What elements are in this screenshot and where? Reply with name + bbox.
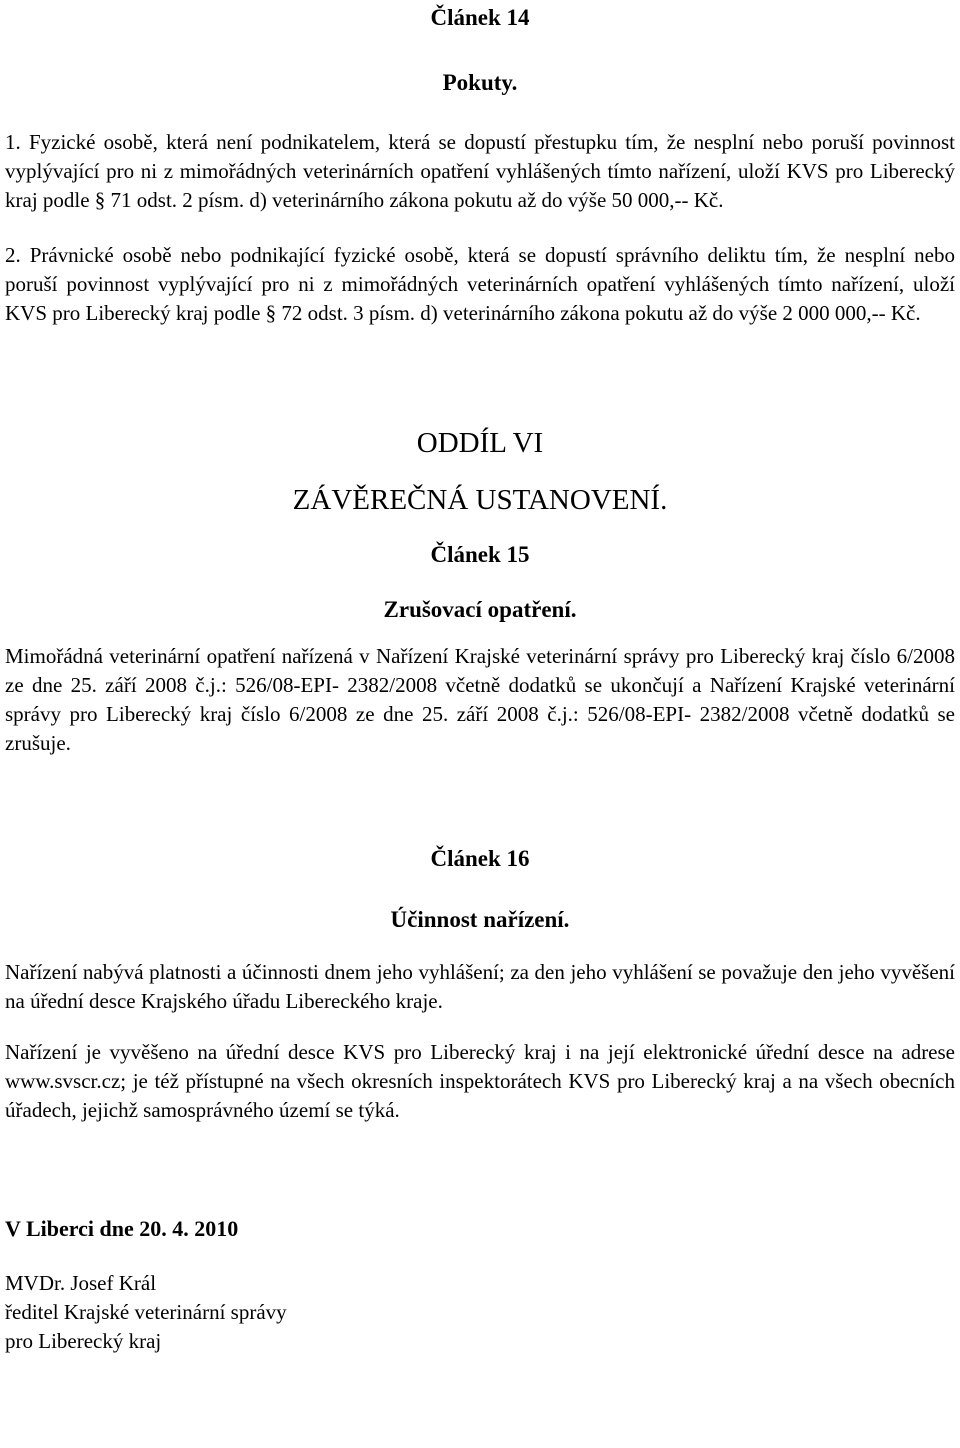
document-page xyxy=(0,4,960,1448)
article-15-title: Článek 15 xyxy=(430,542,530,567)
article-14-paragraph-2: 2. Právnické osobě nebo podnikající fyzické osobě, která se dopustí správního deliktu tím, že nesplní nebo poruší povinnost vyplývající pro ni z mimořádných veterinárních opatření vyhlášených tímto nařízení, uloží KVS pro Liberecký kraj podle § 72 odst. 3 písm. d) veterinárního zákona pokutu až do výše 2 000 000,-- Kč. xyxy=(5,243,955,325)
signatory-name: MVDr. Josef Král xyxy=(5,1271,157,1295)
article-14-subtitle: Pokuty. xyxy=(442,70,518,95)
article-15-paragraph: Mimořádná veterinární opatření nařízená v Nařízení Krajské veterinární správy pro Liberecký kraj číslo 6/2008 ze dne 25. září 2008 č.j.: 526/08-EPI- 2382/2008 včetně dodatků se ukončují a Nařízení Krajské veterinární správy pro Liberecký kraj číslo 6/2008 ze dne 25. září 2008 č.j.: 526/08-EPI- 2382/2008 včetně dodatků se zrušuje. xyxy=(5,644,955,755)
signatory-role: ředitel Krajské veterinární správy xyxy=(5,1300,287,1324)
article-16-paragraph-2: Nařízení je vyvěšeno na úřední desce KVS pro Liberecký kraj i na její elektronické úřední desce na adrese www.svscr.cz; je též přístupné na všech okresních inspektorátech KVS pro Liberecký kraj a na všech obecních úřadech, jejichž samosprávného území se týká. xyxy=(5,1040,955,1122)
article-14-paragraph-1: 1. Fyzické osobě, která není podnikatelem, která se dopustí přestupku tím, že nesplní nebo poruší povinnost vyplývající pro ni z mimořádných veterinárních opatření vyhlášených tímto nařízení, uloží KVS pro Liberecký kraj podle § 71 odst. 2 písm. d) veterinárního zákona pokutu až do výše 50 000,-- Kč. xyxy=(5,130,955,212)
article-16-subtitle: Účinnost nařízení. xyxy=(390,907,570,932)
article-16-title: Článek 16 xyxy=(430,846,530,871)
section-number: ODDÍL VI xyxy=(416,427,544,459)
article-16-paragraph-1: Nařízení nabývá platnosti a účinnosti dnem jeho vyhlášení; za den jeho vyhlášení se považuje den jeho vyvěšení na úřední desce Krajského úřadu Libereckého kraje. xyxy=(5,960,955,1013)
article-15-subtitle: Zrušovací opatření. xyxy=(383,597,577,622)
signatory-organization: pro Liberecký kraj xyxy=(5,1329,162,1353)
section-title: ZÁVĚREČNÁ USTANOVENÍ. xyxy=(292,484,668,516)
place-and-date: V Liberci dne 20. 4. 2010 xyxy=(5,1216,239,1241)
article-14-title: Článek 14 xyxy=(430,5,530,30)
